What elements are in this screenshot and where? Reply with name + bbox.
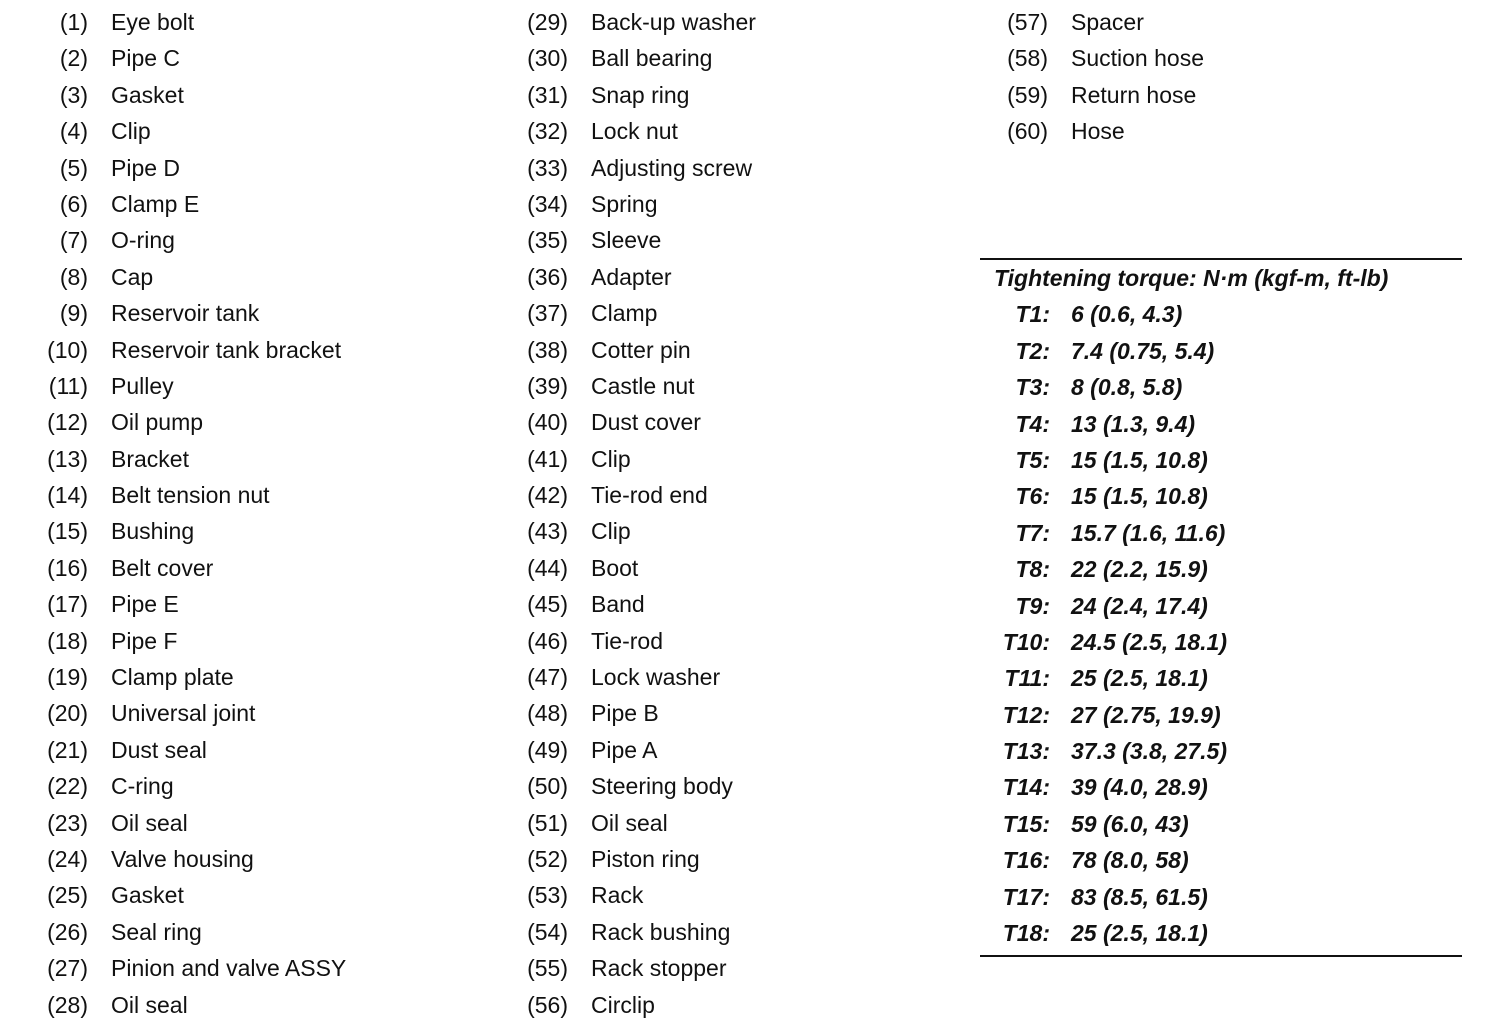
part-row — [0, 586, 480, 622]
torque-value: 15.7 (1.6, 11.6) — [1071, 519, 1226, 546]
part-number: (36) — [527, 263, 568, 290]
part-row — [480, 295, 960, 331]
part-name: Oil pump — [111, 409, 204, 436]
torque-row — [980, 842, 1462, 878]
part-row — [0, 332, 480, 368]
part-row — [480, 77, 960, 113]
part-number: (51) — [527, 809, 568, 836]
torque-value: 15 (1.5, 10.8) — [1071, 446, 1208, 473]
torque-code: T15: — [1002, 810, 1050, 837]
torque-row — [980, 442, 1462, 478]
part-number: (27) — [47, 955, 88, 982]
part-name: Piston ring — [591, 845, 700, 872]
torque-value: 24 (2.4, 17.4) — [1071, 592, 1208, 619]
part-number: (6) — [59, 190, 88, 217]
part-number: (30) — [527, 45, 568, 72]
part-row — [0, 987, 480, 1023]
part-name: Clip — [111, 118, 151, 145]
part-number: (13) — [47, 445, 88, 472]
part-number: (55) — [527, 955, 568, 982]
torque-code: T1: — [1015, 301, 1050, 328]
part-row — [0, 695, 480, 731]
torque-code: T5: — [1015, 446, 1050, 473]
torque-row — [980, 879, 1462, 915]
part-number: (37) — [527, 300, 568, 327]
part-number: (60) — [1007, 118, 1048, 145]
part-name: C-ring — [111, 773, 174, 800]
part-row — [480, 987, 960, 1023]
part-number: (43) — [527, 518, 568, 545]
torque-value: 7.4 (0.75, 5.4) — [1071, 337, 1215, 364]
part-name: Pipe E — [111, 591, 179, 618]
part-name: Belt tension nut — [111, 482, 270, 509]
part-name: Reservoir tank — [111, 300, 260, 327]
torque-row — [980, 333, 1462, 369]
part-number: (22) — [47, 773, 88, 800]
part-number: (53) — [527, 882, 568, 909]
part-number: (16) — [47, 554, 88, 581]
part-name: Dust seal — [111, 736, 207, 763]
part-number: (24) — [47, 845, 88, 872]
torque-value: 25 (2.5, 18.1) — [1071, 665, 1208, 692]
part-number: (59) — [1007, 81, 1048, 108]
part-name: Adjusting screw — [591, 154, 753, 181]
part-row — [0, 404, 480, 440]
part-row — [480, 877, 960, 913]
part-number: (17) — [47, 591, 88, 618]
part-number: (45) — [527, 591, 568, 618]
part-number: (47) — [527, 664, 568, 691]
torque-row — [980, 915, 1462, 951]
torque-code: T14: — [1002, 774, 1050, 801]
part-row — [480, 586, 960, 622]
torque-code: T8: — [1015, 556, 1050, 583]
part-number: (48) — [527, 700, 568, 727]
part-row — [480, 441, 960, 477]
part-row — [0, 623, 480, 659]
torque-row — [980, 697, 1462, 733]
part-name: Clamp plate — [111, 664, 234, 691]
part-row — [960, 40, 1260, 76]
torque-code: T7: — [1015, 519, 1050, 546]
part-name: Clip — [591, 518, 631, 545]
part-number: (33) — [527, 154, 568, 181]
part-number: (7) — [59, 227, 88, 254]
part-name: Boot — [591, 554, 639, 581]
part-row — [0, 295, 480, 331]
torque-code: T16: — [1002, 847, 1050, 874]
part-name: Oil seal — [111, 991, 188, 1018]
torque-value: 6 (0.6, 4.3) — [1071, 301, 1183, 328]
part-name: Oil seal — [111, 809, 188, 836]
part-row — [0, 368, 480, 404]
part-row — [0, 441, 480, 477]
torque-value: 78 (8.0, 58) — [1071, 847, 1189, 874]
parts-list-column-3 — [960, 4, 1260, 150]
torque-row — [980, 296, 1462, 332]
part-name: Pinion and valve ASSY — [111, 955, 347, 982]
torque-value: 39 (4.0, 28.9) — [1071, 774, 1208, 801]
torque-code: T9: — [1015, 592, 1050, 619]
torque-row — [980, 806, 1462, 842]
part-name: Cap — [111, 263, 154, 290]
part-number: (42) — [527, 482, 568, 509]
part-name: Pipe B — [591, 700, 659, 727]
part-name: Circlip — [591, 991, 655, 1018]
torque-code: T17: — [1002, 883, 1050, 910]
part-number: (49) — [527, 736, 568, 763]
part-number: (34) — [527, 190, 568, 217]
part-name: Gasket — [111, 882, 184, 909]
torque-code: T3: — [1015, 374, 1050, 401]
part-row — [0, 77, 480, 113]
part-row — [480, 550, 960, 586]
part-number: (19) — [47, 664, 88, 691]
part-name: Rack stopper — [591, 955, 727, 982]
part-row — [0, 477, 480, 513]
torque-row — [980, 551, 1462, 587]
part-number: (28) — [47, 991, 88, 1018]
torque-value: 83 (8.5, 61.5) — [1071, 883, 1208, 910]
torque-row — [980, 369, 1462, 405]
part-row — [480, 841, 960, 877]
torque-value: 13 (1.3, 9.4) — [1071, 410, 1196, 437]
part-row — [960, 4, 1260, 40]
part-number: (35) — [527, 227, 568, 254]
part-number: (32) — [527, 118, 568, 145]
part-number: (18) — [47, 627, 88, 654]
torque-code: T10: — [1002, 628, 1050, 655]
part-row — [480, 732, 960, 768]
part-name: Sleeve — [591, 227, 662, 254]
part-name: Spring — [591, 190, 658, 217]
part-number: (23) — [47, 809, 88, 836]
part-row — [480, 513, 960, 549]
part-row — [480, 150, 960, 186]
part-number: (14) — [47, 482, 88, 509]
part-row — [0, 222, 480, 258]
part-name: Adapter — [591, 263, 672, 290]
torque-rows — [980, 296, 1462, 951]
part-row — [480, 805, 960, 841]
part-name: Rack bushing — [591, 918, 731, 945]
part-row — [960, 113, 1260, 149]
torque-code: T2: — [1015, 337, 1050, 364]
part-row — [480, 186, 960, 222]
part-name: Gasket — [111, 81, 184, 108]
part-number: (44) — [527, 554, 568, 581]
part-number: (8) — [59, 263, 88, 290]
part-name: Castle nut — [591, 372, 695, 399]
part-name: Reservoir tank bracket — [111, 336, 342, 363]
part-name: Lock washer — [591, 664, 721, 691]
part-number: (11) — [48, 372, 88, 399]
part-number: (54) — [527, 918, 568, 945]
part-row — [480, 404, 960, 440]
torque-code: T12: — [1002, 701, 1050, 728]
part-name: Belt cover — [111, 554, 214, 581]
part-number: (52) — [527, 845, 568, 872]
torque-table-title: Tightening torque: N·m (kgf-m, ft-lb) — [994, 265, 1389, 291]
part-name: Seal ring — [111, 918, 202, 945]
torque-row — [980, 588, 1462, 624]
part-row — [480, 4, 960, 40]
part-number: (3) — [59, 81, 88, 108]
torque-value: 27 (2.75, 19.9) — [1071, 701, 1221, 728]
torque-value: 37.3 (3.8, 27.5) — [1071, 738, 1227, 765]
torque-row — [980, 515, 1462, 551]
part-name: Ball bearing — [591, 45, 713, 72]
part-number: (40) — [527, 409, 568, 436]
torque-value: 15 (1.5, 10.8) — [1071, 483, 1208, 510]
part-number: (41) — [527, 445, 568, 472]
torque-code: T13: — [1002, 738, 1050, 765]
part-row — [480, 477, 960, 513]
part-number: (38) — [527, 336, 568, 363]
part-name: Pulley — [111, 372, 174, 399]
part-row — [0, 4, 480, 40]
part-name: Valve housing — [111, 845, 254, 872]
torque-row — [980, 769, 1462, 805]
torque-code: T18: — [1002, 920, 1050, 947]
part-row — [0, 186, 480, 222]
part-number: (9) — [59, 300, 88, 327]
torque-row — [980, 406, 1462, 442]
part-row — [480, 914, 960, 950]
part-number: (50) — [527, 773, 568, 800]
part-name: Pipe D — [111, 154, 181, 181]
part-number: (25) — [47, 882, 88, 909]
torque-value: 24.5 (2.5, 18.1) — [1071, 628, 1227, 655]
part-row — [480, 259, 960, 295]
part-name: Return hose — [1071, 81, 1197, 108]
part-row — [480, 113, 960, 149]
part-row — [0, 805, 480, 841]
torque-row — [980, 660, 1462, 696]
part-name: Eye bolt — [111, 9, 195, 35]
torque-row — [980, 733, 1462, 769]
part-name: Pipe C — [111, 45, 181, 72]
part-row — [0, 150, 480, 186]
part-row — [480, 40, 960, 76]
torque-code: T4: — [1015, 410, 1050, 437]
parts-list-column-2 — [480, 4, 960, 1023]
torque-code: T6: — [1015, 483, 1050, 510]
part-number: (39) — [527, 372, 568, 399]
torque-code: T11: — [1004, 665, 1050, 692]
part-name: Clip — [591, 445, 631, 472]
part-row — [0, 513, 480, 549]
part-name: Clamp — [591, 300, 658, 327]
part-row — [0, 259, 480, 295]
part-name: Bushing — [111, 518, 195, 545]
part-name: Snap ring — [591, 81, 690, 108]
part-row — [0, 550, 480, 586]
torque-value: 59 (6.0, 43) — [1071, 810, 1189, 837]
part-name: Tie-rod — [591, 627, 663, 654]
part-name: Pipe F — [111, 627, 178, 654]
part-row — [480, 222, 960, 258]
part-name: Oil seal — [591, 809, 668, 836]
part-name: Dust cover — [591, 409, 701, 436]
part-number: (57) — [1007, 9, 1048, 35]
part-number: (2) — [59, 45, 88, 72]
part-number: (31) — [527, 81, 568, 108]
part-row — [0, 113, 480, 149]
part-name: Clamp E — [111, 190, 200, 217]
part-row — [480, 695, 960, 731]
part-row — [0, 732, 480, 768]
torque-value: 8 (0.8, 5.8) — [1071, 374, 1183, 401]
part-row — [480, 659, 960, 695]
torque-row — [980, 478, 1462, 514]
part-row — [480, 368, 960, 404]
part-name: Back-up washer — [591, 9, 756, 35]
part-row — [480, 332, 960, 368]
torque-row — [980, 624, 1462, 660]
part-name: Tie-rod end — [591, 482, 708, 509]
part-name: Pipe A — [591, 736, 658, 763]
part-number: (1) — [59, 9, 88, 35]
part-row — [480, 623, 960, 659]
part-name: Hose — [1071, 118, 1125, 145]
parts-list-column-1 — [0, 4, 480, 1023]
part-row — [0, 841, 480, 877]
part-name: Lock nut — [591, 118, 678, 145]
part-name: Spacer — [1071, 9, 1144, 35]
part-name: Suction hose — [1071, 45, 1204, 72]
part-number: (15) — [47, 518, 88, 545]
torque-value: 25 (2.5, 18.1) — [1071, 920, 1208, 947]
part-row — [0, 659, 480, 695]
part-number: (4) — [59, 118, 88, 145]
part-row — [0, 914, 480, 950]
part-number: (58) — [1007, 45, 1048, 72]
part-row — [0, 950, 480, 986]
part-number: (26) — [47, 918, 88, 945]
part-name: Universal joint — [111, 700, 256, 727]
part-number: (20) — [47, 700, 88, 727]
part-row — [480, 950, 960, 986]
part-row — [960, 77, 1260, 113]
part-row — [0, 40, 480, 76]
part-row — [480, 768, 960, 804]
part-number: (12) — [47, 409, 88, 436]
part-name: Bracket — [111, 445, 189, 472]
part-number: (46) — [527, 627, 568, 654]
part-name: Rack — [591, 882, 644, 909]
part-row — [0, 877, 480, 913]
part-name: Steering body — [591, 773, 733, 800]
part-number: (56) — [527, 991, 568, 1018]
part-name: Cotter pin — [591, 336, 691, 363]
torque-value: 22 (2.2, 15.9) — [1071, 556, 1208, 583]
part-row — [0, 768, 480, 804]
part-name: Band — [591, 591, 645, 618]
tightening-torque-table — [980, 258, 1462, 957]
part-name: O-ring — [111, 227, 175, 254]
part-number: (29) — [527, 9, 568, 35]
part-number: (5) — [59, 154, 88, 181]
part-number: (21) — [47, 736, 88, 763]
part-number: (10) — [47, 336, 88, 363]
